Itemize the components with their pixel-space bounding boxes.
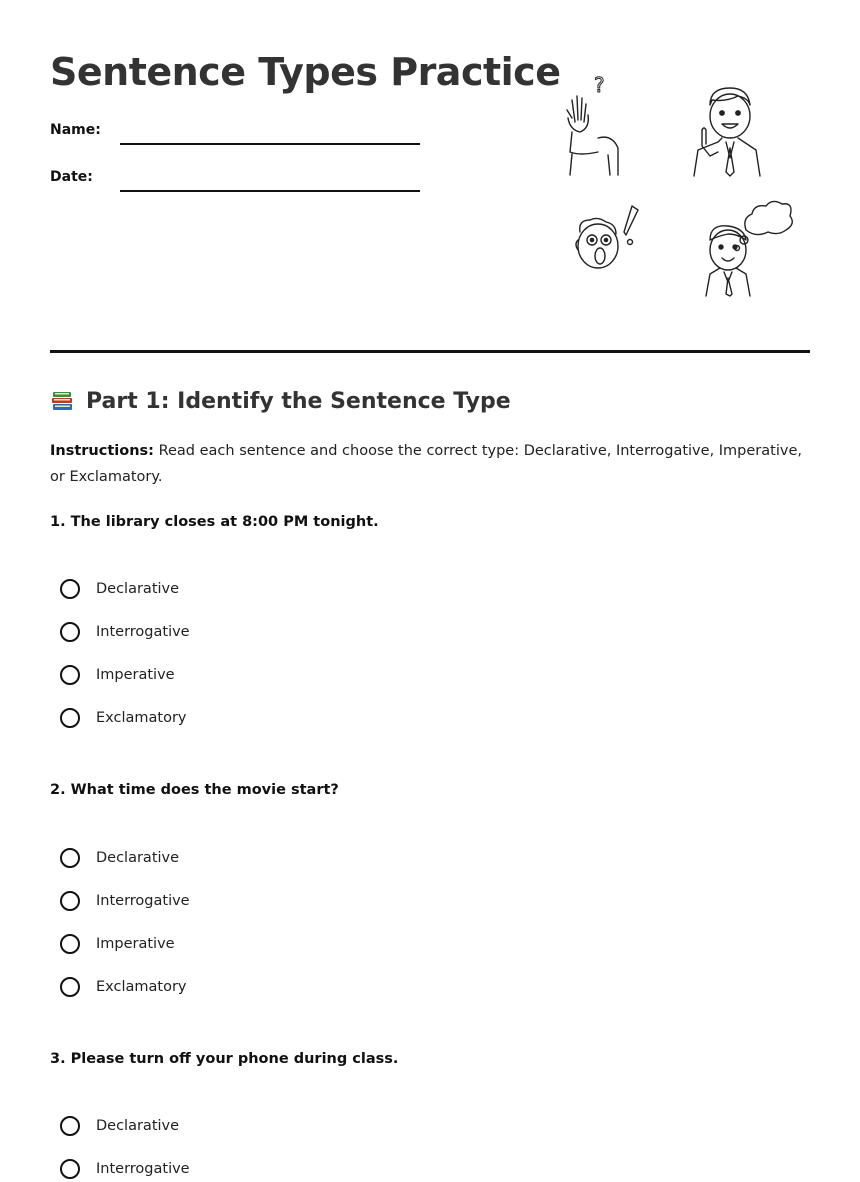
- question-3-option-declarative[interactable]: [60, 1113, 179, 1139]
- books-icon: [50, 388, 76, 414]
- date-field[interactable]: [120, 190, 420, 192]
- instructions-text: Read each sentence and choose the correct type: Declarative, Interrogative, Imperative, or Exclamatory.: [50, 443, 802, 485]
- option-label: Exclamatory: [96, 710, 187, 726]
- name-label: Name:: [50, 122, 101, 138]
- radio-button[interactable]: [60, 708, 80, 728]
- question-1-option-interrogative[interactable]: [60, 619, 190, 645]
- question-2-option-interrogative[interactable]: [60, 888, 190, 914]
- radio-button[interactable]: [60, 848, 80, 868]
- instructions-label: Instructions:: [50, 443, 154, 459]
- pointing-person-icon: [694, 88, 760, 176]
- option-label: Imperative: [96, 667, 175, 683]
- question-2-option-imperative[interactable]: [60, 931, 175, 957]
- instructions: [50, 438, 810, 490]
- question-1-option-exclamatory[interactable]: [60, 705, 186, 731]
- radio-button[interactable]: [60, 622, 80, 642]
- option-label: Declarative: [96, 581, 180, 597]
- option-label: Exclamatory: [96, 979, 187, 995]
- page-title: Sentence Types Practice: [50, 50, 561, 94]
- date-label: Date:: [50, 169, 93, 185]
- option-label: Interrogative: [96, 624, 190, 640]
- radio-button[interactable]: [60, 891, 80, 911]
- section-divider: [50, 350, 810, 353]
- option-label: Imperative: [96, 936, 175, 952]
- radio-button[interactable]: [60, 977, 80, 997]
- option-label: Interrogative: [96, 1161, 190, 1177]
- radio-button[interactable]: [60, 1116, 80, 1136]
- radio-button[interactable]: [60, 1159, 80, 1179]
- radio-button[interactable]: [60, 665, 80, 685]
- question-2-option-declarative[interactable]: [60, 845, 179, 871]
- radio-button[interactable]: [60, 934, 80, 954]
- svg-text:?: ?: [594, 73, 605, 97]
- option-label: Interrogative: [96, 893, 190, 909]
- question-2-option-exclamatory[interactable]: [60, 974, 186, 1000]
- section-heading: [50, 388, 511, 414]
- option-label: Declarative: [96, 850, 180, 866]
- question-1-option-imperative[interactable]: [60, 662, 175, 688]
- question-1: 1. The library closes at 8:00 PM tonight.: [50, 514, 379, 530]
- question-3-option-interrogative[interactable]: [60, 1156, 190, 1182]
- question-3: 3. Please turn off your phone during class.: [50, 1051, 399, 1067]
- question-person-icon: [567, 73, 618, 175]
- option-label: Declarative: [96, 1118, 180, 1134]
- name-field[interactable]: [120, 143, 420, 145]
- question-2: 2. What time does the movie start?: [50, 782, 339, 798]
- question-1-option-declarative[interactable]: [60, 576, 179, 602]
- sentence-types-illustration: [550, 60, 810, 310]
- surprised-person-icon: [576, 206, 638, 268]
- thinking-person-icon: [706, 201, 792, 296]
- section-heading-text: Part 1: Identify the Sentence Type: [86, 388, 511, 414]
- radio-button[interactable]: [60, 579, 80, 599]
